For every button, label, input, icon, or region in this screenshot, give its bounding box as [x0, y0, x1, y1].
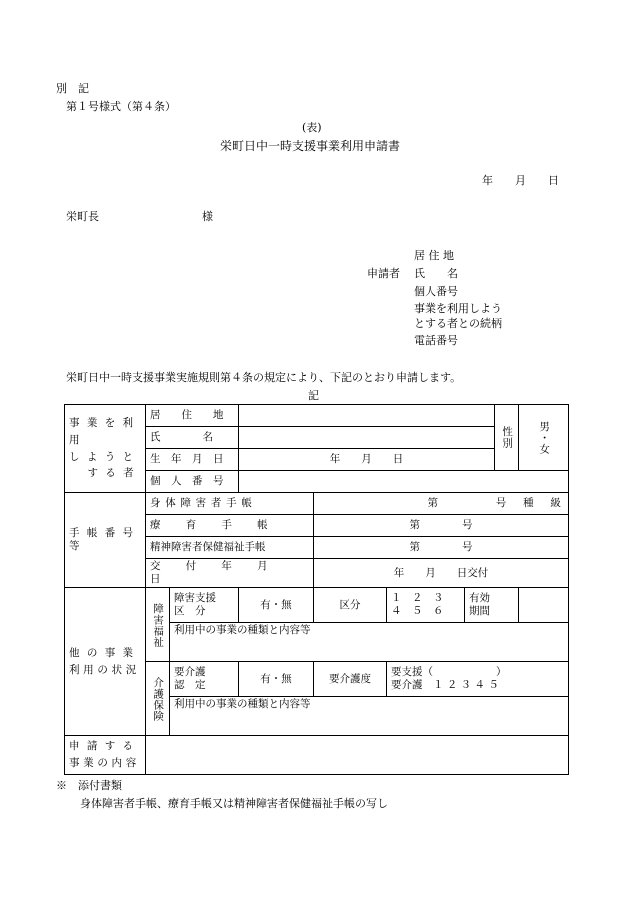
address-field[interactable]	[239, 405, 495, 427]
support-class-yesno[interactable]: 有・無	[239, 588, 314, 623]
id-number-field[interactable]	[239, 471, 569, 493]
applicant-address-label: 居 住 地	[414, 249, 454, 262]
attachments-body: 身体障害者手帳、療育手帳又は精神障害者保健福祉手帳の写し	[80, 797, 388, 810]
betsuki: 別 記	[56, 82, 89, 95]
address-label: 居 住 地	[146, 405, 239, 427]
valid-period-label: 有効 期間	[465, 588, 519, 623]
attachments-heading: ※ 添付書類	[56, 779, 122, 792]
care-level-field[interactable]: 要支援（ ） 要介護 １ ２ ３ ４ ５	[387, 662, 569, 697]
care-insurance-label: 介護保険	[146, 662, 170, 736]
ryoiku-handbook-field[interactable]: 第 号	[314, 515, 569, 537]
service-content-field[interactable]	[146, 736, 569, 775]
mental-handbook-label: 精神障害者保健福祉手帳	[146, 537, 314, 559]
form-number: 第１号様式（第４条）	[66, 100, 176, 113]
omote-label: (表)	[302, 121, 322, 134]
ryoiku-handbook-label: 療 育 手 帳	[146, 515, 314, 537]
service-content-label: 申請する 事業の内容	[65, 736, 146, 775]
application-table	[64, 404, 569, 775]
valid-period-field[interactable]	[519, 588, 569, 623]
kubun-numbers[interactable]: １ ２ ３ ４ ５ ６	[387, 588, 465, 623]
handbook-section-label: 手帳番号等	[65, 493, 146, 588]
care-cert-label: 要介護 認 定	[170, 662, 239, 697]
care-usage-field[interactable]: 利用中の事業の種類と内容等	[170, 697, 569, 736]
sex-label: 性別	[495, 405, 519, 471]
physical-handbook-field[interactable]: 第 号 種 級	[314, 493, 569, 515]
date-line: 年 月 日	[482, 174, 559, 187]
name-label: 氏 名	[146, 427, 239, 449]
birth-label: 生 年 月 日	[146, 449, 239, 471]
birth-field[interactable]: 年 月 日	[239, 449, 495, 471]
ki-label: 記	[308, 389, 319, 402]
issued-date-label: 交 付 年 月 日	[146, 559, 314, 588]
name-field[interactable]	[239, 427, 495, 449]
care-cert-yesno[interactable]: 有・無	[239, 662, 314, 697]
support-class-label: 障害支援 区 分	[170, 588, 239, 623]
statement: 栄町日中一時支援事業実施規則第４条の規定により、下記のとおり申請します。	[66, 371, 462, 384]
applicant-label: 申請者	[367, 267, 400, 280]
physical-handbook-label: 身体障害者手帳	[146, 493, 314, 515]
other-services-label: 他の事業 利用の状況	[65, 588, 146, 736]
applicant-relation-label-1: 事業を利用しよう	[414, 302, 502, 315]
kubun-label: 区分	[314, 588, 387, 623]
applicant-phone-label: 電話番号	[414, 334, 458, 347]
user-section-label: 事業を利用 しようと する者	[65, 405, 146, 493]
welfare-usage-field[interactable]: 利用中の事業の種類と内容等	[170, 623, 569, 662]
addressee: 栄町長	[66, 210, 99, 223]
welfare-label: 障害福祉	[146, 588, 170, 662]
applicant-name-label: 氏 名	[414, 267, 458, 280]
issued-date-field[interactable]: 年 月 日交付	[314, 559, 569, 588]
id-number-label: 個 人 番 号	[146, 471, 239, 493]
applicant-relation-label-2: とする者との続柄	[414, 317, 502, 330]
care-level-label: 要介護度	[314, 662, 387, 697]
page-title: 栄町日中一時支援事業利用申請書	[220, 139, 401, 153]
sex-value[interactable]: 男・女	[519, 405, 569, 471]
mental-handbook-field[interactable]: 第 号	[314, 537, 569, 559]
applicant-id-label: 個人番号	[414, 285, 458, 298]
addressee-sama: 様	[202, 210, 213, 223]
